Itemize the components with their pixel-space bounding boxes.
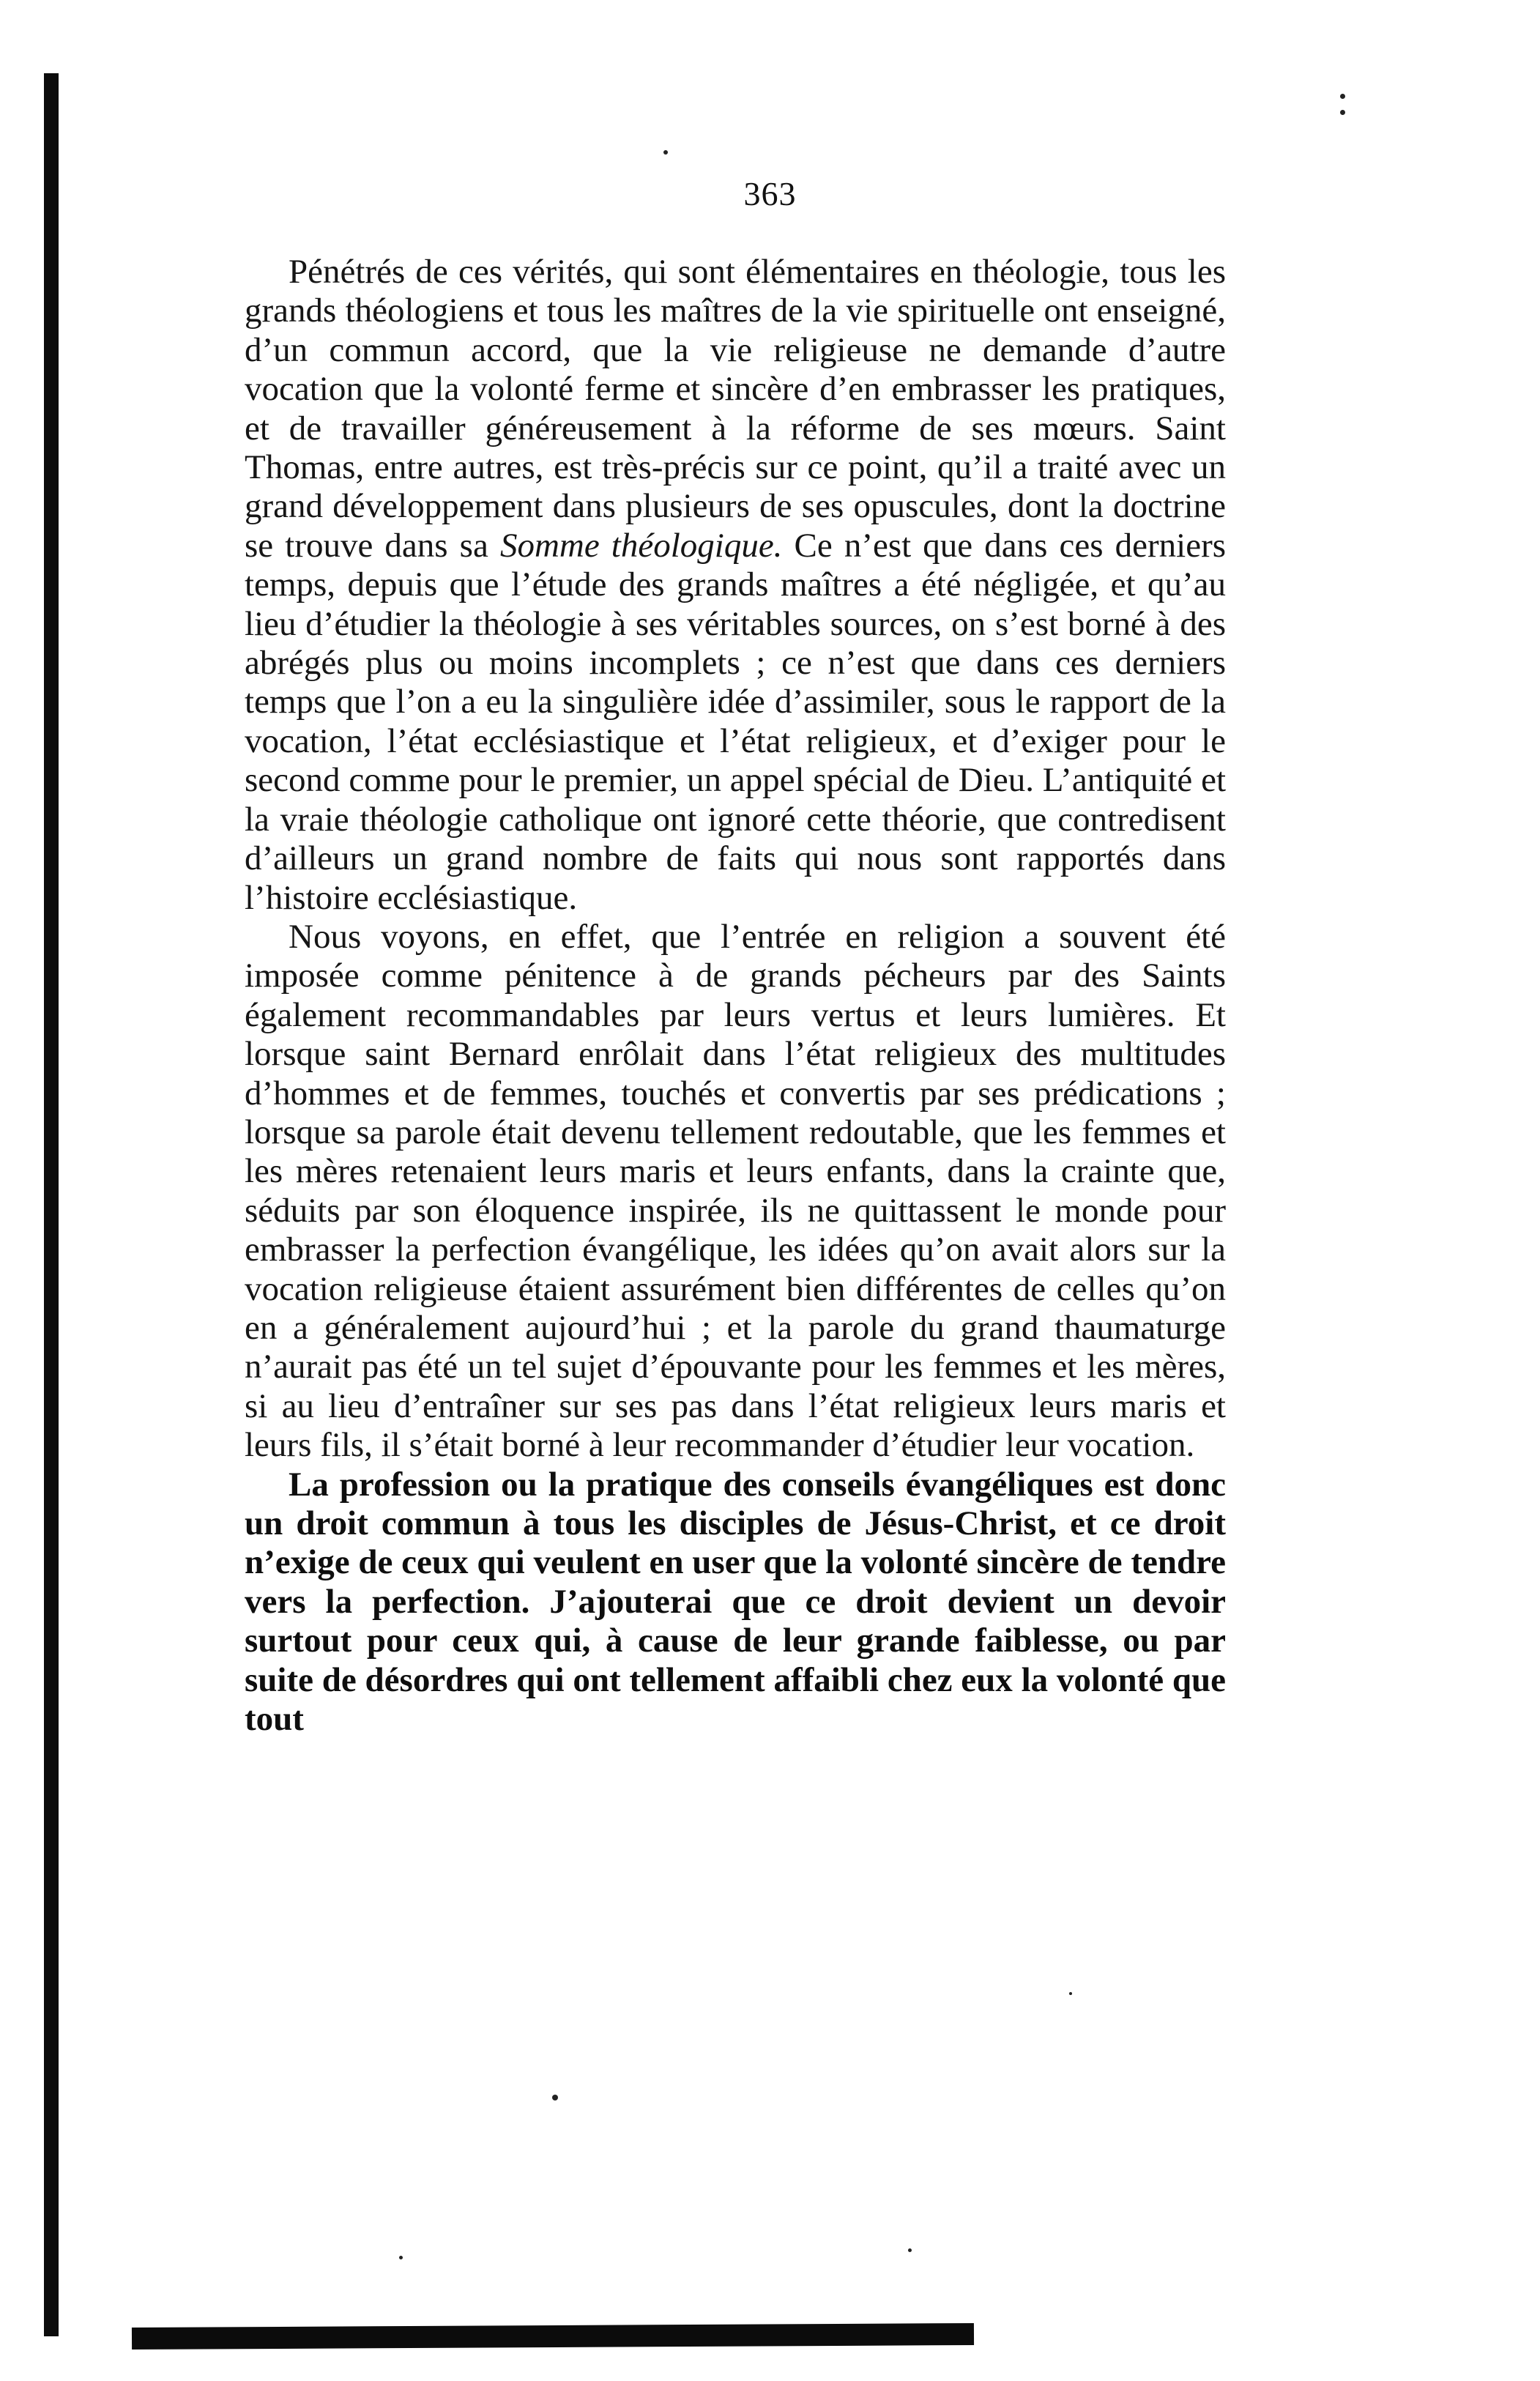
paragraph-1-text: Pénétrés de ces vérités, qui sont élémentaires en théologie, tous les grands théologiens et tous les maîtres de la vie spirituelle ont enseigné, d’un commun accord, que la vie religieuse ne demande d’autre vocation que la volonté ferme et sincère d’en embrasser les pratiques, et de travailler généreusement à la réforme de ses mœurs. Saint Thomas, entre autres, est très-précis sur ce point, qu’il a traité avec un grand développement dans plusieurs de ses opuscules, dont la doctrine se trouve dans sa xyxy=(245,253,1226,565)
scan-speck xyxy=(1340,94,1345,99)
paragraph-1 xyxy=(245,253,1226,918)
scan-speck xyxy=(1340,110,1345,115)
page-number: 363 xyxy=(743,175,797,212)
scan-speck xyxy=(663,150,668,155)
scan-speck xyxy=(1069,1992,1072,1995)
paragraph-1-text-continued: Ce n’est que dans ces derniers temps, depuis que l’étude des grands maîtres a été négligée, et qu’au lieu d’étudier la théologie à ses véritables sources, on s’est borné à des abrégés plus ou moins incomplets ; ce n’est que dans ces derniers temps que l’on a eu la singulière idée d’assimiler, sous le rapport de la vocation, l’état ecclésiastique et l’état religieux, et d’exiger pour le second comme pour le premier, un appel spécial de Dieu. L’antiquité et la vraie théologie catholique ont ignoré cette théorie, que contredisent d’ailleurs un grand nombre de faits qui nous sont rapportés dans l’histoire ecclésiastique. xyxy=(245,526,1227,917)
scan-speck xyxy=(908,2248,912,2252)
paragraph-3: La profession ou la pratique des conseils évangéliques est donc un droit commun à tous les disciples de Jésus-Christ, et ce droit n’exige de ceux qui veulent en user que la volonté sincère de tendre vers la perfection. J’ajouterai que ce droit devient un devoir surtout pour ceux qui, à cause de leur grande faiblesse, ou par suite de désordres qui ont tellement affaibli chez eux la volonté que tout xyxy=(245,1465,1226,1739)
bottom-scan-edge-bar xyxy=(132,2323,974,2350)
scan-speck xyxy=(399,2256,403,2259)
scan-speck xyxy=(552,2095,558,2100)
left-scan-edge-bar xyxy=(44,73,59,2336)
body-text xyxy=(245,253,1226,1739)
paragraph-2: Nous voyons, en effet, que l’entrée en religion a souvent été imposée comme pénitence à de grands pécheurs par des Saints également recommandables par leurs vertus et leurs lumières. Et lorsque saint Bernard enrôlait dans l’état religieux des multitudes d’hommes et de femmes, touchés et convertis par ses prédications ; lorsque sa parole était devenu tellement redoutable, que les femmes et les mères retenaient leurs maris et leurs enfants, dans la crainte que, séduits par son éloquence inspirée, ils ne quittassent le monde pour embrasser la perfection évangélique, les idées qu’on avait alors sur la vocation religieuse étaient assurément bien différentes de celles qu’on en a généralement aujourd’hui ; et la parole du grand thaumaturge n’aurait pas été un tel sujet d’épouvante pour les femmes et les mères, si au lieu d’entraîner sur ses pas dans l’état religieux leurs maris et leurs fils, il s’était borné à leur recommander d’étudier leur vocation. xyxy=(245,917,1226,1465)
book-title: Somme théologique. xyxy=(499,526,783,565)
